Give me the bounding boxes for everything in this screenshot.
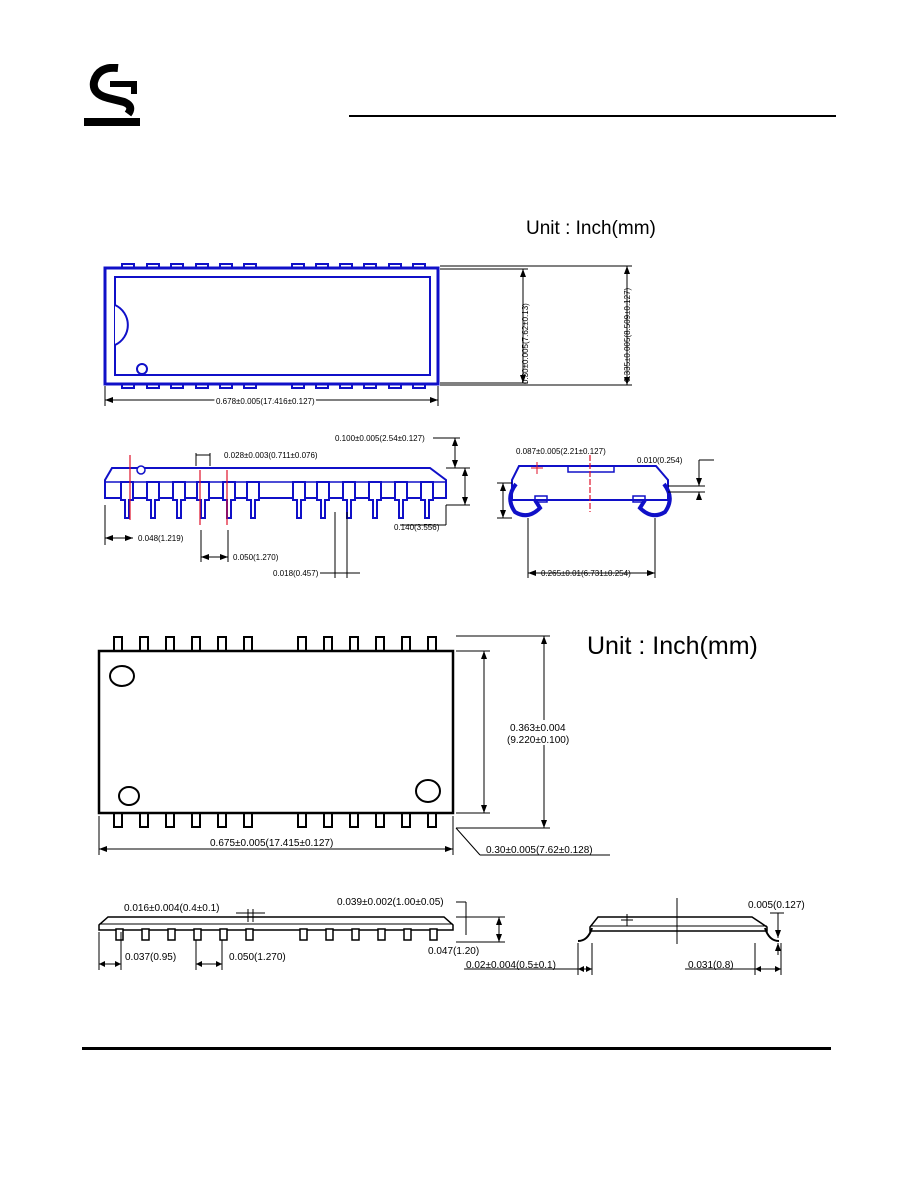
soic-body-width-line2: (9.220±0.100) xyxy=(507,735,570,746)
dip-side-lead xyxy=(343,482,355,518)
soic-lead xyxy=(140,637,148,651)
soic-lead-width-label: 0.016±0.004(0.4±0.1) xyxy=(124,903,220,914)
dip-side-lead xyxy=(369,482,381,518)
soic-lead xyxy=(218,637,226,651)
soic-lead xyxy=(218,813,226,827)
dip-end-space-label: 0.048(1.219) xyxy=(138,534,184,543)
dip-end-lead-label: 0.010(0.254) xyxy=(637,456,683,465)
dip-lead-thickness-label: 0.018(0.457) xyxy=(273,569,319,578)
soic-lead xyxy=(324,813,332,827)
soic-lead xyxy=(350,813,358,827)
soic-side-lead xyxy=(142,929,149,940)
soic-lead-span-label: 0.30±0.005(7.62±0.128) xyxy=(486,845,593,856)
dip-end-view xyxy=(497,447,714,578)
soic-lead xyxy=(428,637,436,651)
dip-end-span-label: 0.265±0.01(6.731±0.254) xyxy=(541,569,631,578)
soic-end-view xyxy=(464,898,805,975)
soic-side-lead xyxy=(404,929,411,940)
soic-body-height-label: 0.039±0.002(1.00±0.05) xyxy=(337,897,444,908)
soic-body-width-line1: 0.363±0.004 xyxy=(510,723,566,734)
soic-end-length-label: 0.031(0.8) xyxy=(688,960,734,971)
soic-body-outline xyxy=(99,651,453,813)
soic-side-lead xyxy=(326,929,333,940)
soic-side-lead xyxy=(194,929,201,940)
soic-side-lead xyxy=(352,929,359,940)
soic-lead xyxy=(376,813,384,827)
dip-overall-width-label: 0.335±0.005(8.509±0.127) xyxy=(623,287,632,382)
dip-side-view xyxy=(105,434,470,578)
soic-side-view xyxy=(99,897,505,970)
dip-side-lead xyxy=(293,482,305,518)
soic-lead xyxy=(324,637,332,651)
dip-side-lead xyxy=(173,482,185,518)
soic-side-lead xyxy=(220,929,227,940)
soic-lead xyxy=(402,637,410,651)
dip-side-lead xyxy=(317,482,329,518)
soic-lead xyxy=(166,637,174,651)
dip-side-lead xyxy=(121,482,133,518)
soic-lead xyxy=(244,813,252,827)
soic-end-foot-label: 0.02±0.004(0.5±0.1) xyxy=(466,960,556,971)
soic-total-height-label: 0.047(1.20) xyxy=(428,946,480,957)
soic-lead xyxy=(166,813,174,827)
soic-top-view xyxy=(99,636,610,856)
soic-lead xyxy=(114,813,122,827)
soic-lead xyxy=(376,637,384,651)
dip-standoff-label: 0.140(3.556) xyxy=(394,523,440,532)
dip-side-lead xyxy=(147,482,159,518)
soic-lead xyxy=(350,637,358,651)
dip-side-lead xyxy=(197,482,209,518)
dip-pitch-label: 0.050(1.270) xyxy=(233,553,279,562)
soic-lead xyxy=(192,813,200,827)
dip-unit-label: Unit : Inch(mm) xyxy=(526,218,656,239)
soic-lead xyxy=(298,813,306,827)
dip-body-width-label: 0.30±0.005(7.62±0.13) xyxy=(521,303,530,384)
soic-lead xyxy=(192,637,200,651)
dip-end-thickness-label: 0.087±0.005(2.21±0.127) xyxy=(516,447,606,456)
soic-lead xyxy=(244,637,252,651)
soic-lead xyxy=(298,637,306,651)
dip-lead-width-label: 0.028±0.003(0.711±0.076) xyxy=(224,451,318,460)
soic-lead xyxy=(428,813,436,827)
dip-side-lead xyxy=(223,482,235,518)
soic-length-label: 0.675±0.005(17.415±0.127) xyxy=(210,838,334,849)
dip-side-lead xyxy=(395,482,407,518)
dip-top-view xyxy=(105,264,632,406)
soic-end-lead-label: 0.005(0.127) xyxy=(748,900,805,911)
soic-lead xyxy=(114,637,122,651)
soic-pitch-label: 0.050(1.270) xyxy=(229,952,286,963)
dip-height-label: 0.100±0.005(2.54±0.127) xyxy=(335,434,425,443)
soic-lead xyxy=(402,813,410,827)
dip-side-lead xyxy=(247,482,259,518)
dip-length-label: 0.678±0.005(17.416±0.127) xyxy=(216,397,315,406)
soic-unit-label: Unit : Inch(mm) xyxy=(587,632,758,660)
dip-body-outline xyxy=(105,268,438,384)
soic-side-lead xyxy=(378,929,385,940)
soic-side-lead xyxy=(116,929,123,940)
soic-side-lead xyxy=(246,929,253,940)
soic-side-lead xyxy=(168,929,175,940)
dip-side-lead xyxy=(421,482,433,518)
soic-lead xyxy=(140,813,148,827)
soic-side-lead xyxy=(430,929,437,940)
soic-end-space-label: 0.037(0.95) xyxy=(125,952,177,963)
soic-side-lead xyxy=(300,929,307,940)
